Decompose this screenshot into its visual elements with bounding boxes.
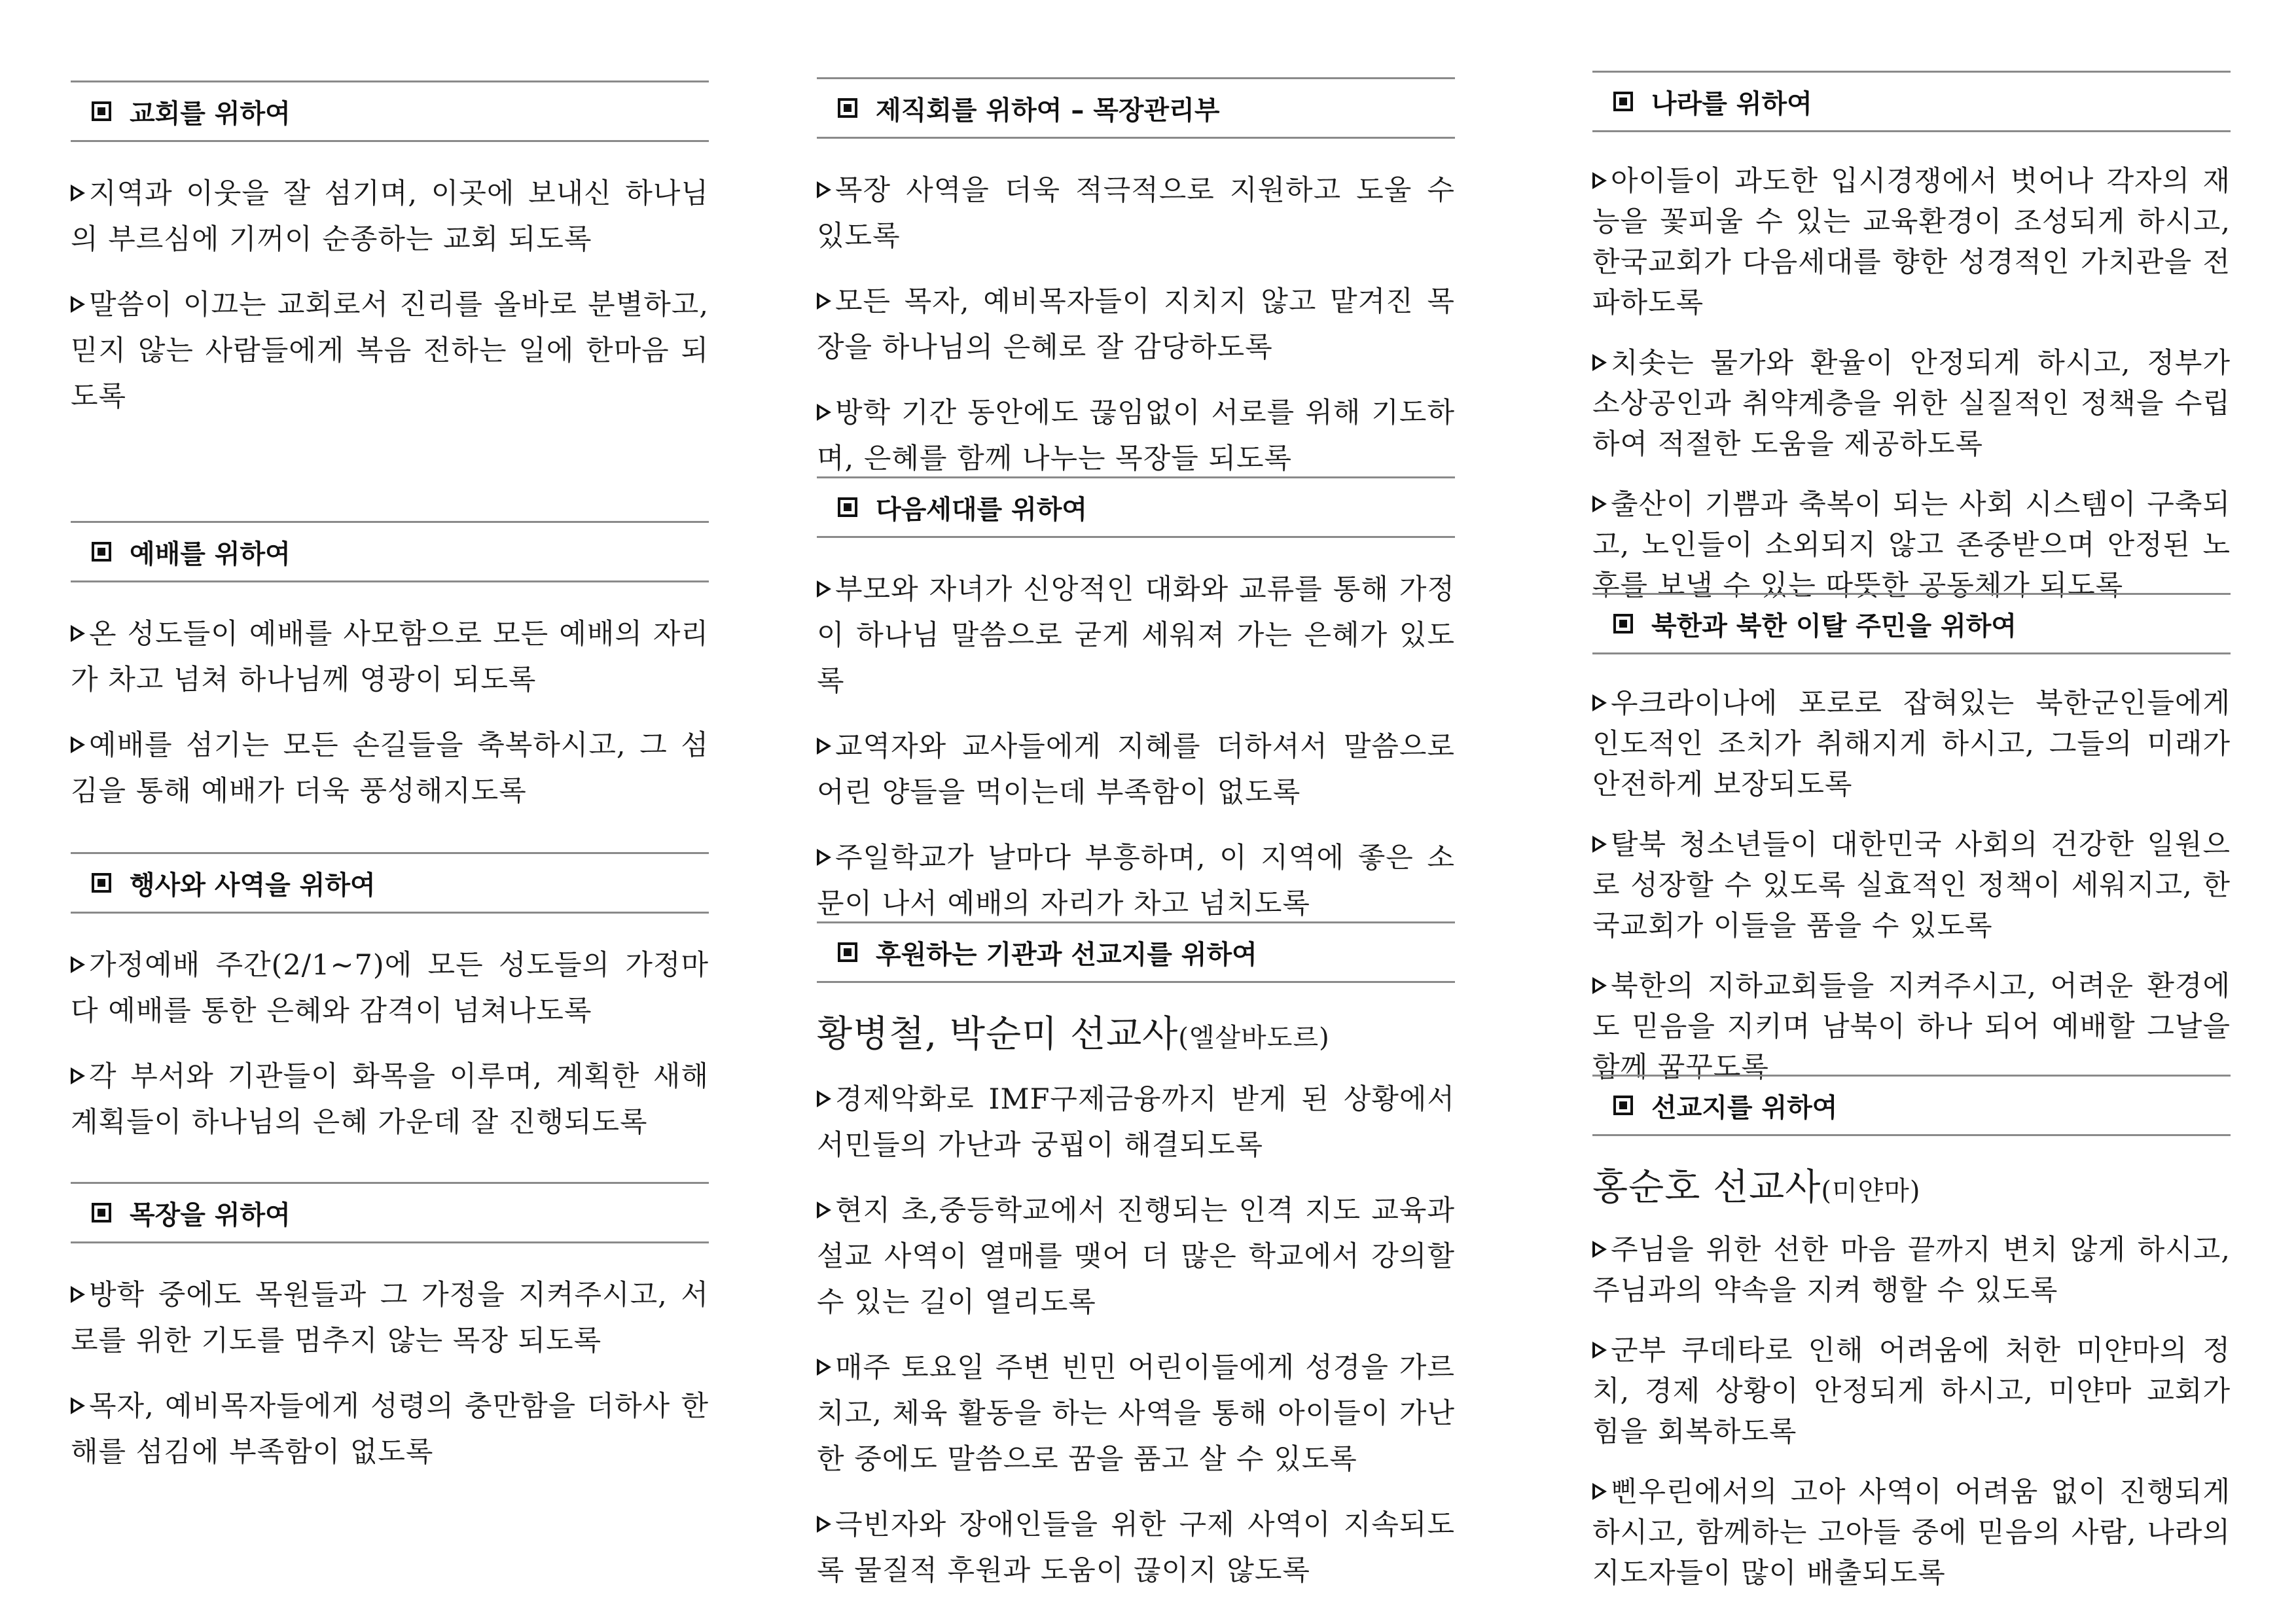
section-title: 목장을 위하여 xyxy=(130,1200,291,1230)
section-title: 선교지를 위하여 xyxy=(1651,1092,1838,1123)
missionary-name: 홍순호 선교사(미얀마) xyxy=(1592,1166,1921,1209)
triangle-bullet-icon xyxy=(1592,172,1607,189)
triangle-bullet-icon xyxy=(817,404,831,421)
triangle-bullet-icon xyxy=(1592,495,1607,512)
triangle-bullet-icon xyxy=(1592,694,1607,711)
section-mission-field xyxy=(1592,1075,2231,1613)
prayer-item: 매주 토요일 주변 빈민 어린이들에게 성경을 가르치고, 체육 활동을 하는 사역을 통해 아이들이 가난한 중에도 말씀으로 꿈을 품고 살 수 있도록 xyxy=(817,1351,1455,1476)
square-bullet-icon xyxy=(1613,92,1633,111)
prayer-item: 주님을 위한 선한 마음 끝까지 변치 않게 하시고, 주님과의 약속을 지켜 행할 수 있도록 xyxy=(1592,1234,2231,1307)
triangle-bullet-icon xyxy=(817,181,831,198)
triangle-bullet-icon xyxy=(1592,977,1607,994)
prayer-item: 지역과 이웃을 잘 섬기며, 이곳에 보내신 하나님의 부르심에 기꺼이 순종하는 교회 되도록 xyxy=(71,177,709,256)
missionary-place: (엘살바도르) xyxy=(1178,1023,1330,1053)
triangle-bullet-icon xyxy=(71,185,85,202)
square-bullet-icon xyxy=(92,873,111,893)
section-heading xyxy=(71,852,709,914)
missionary-place: (미얀마) xyxy=(1821,1176,1921,1206)
triangle-bullet-icon xyxy=(1592,354,1607,371)
triangle-bullet-icon xyxy=(71,956,85,973)
prayer-item: 출산이 기쁨과 축복이 되는 사회 시스템이 구축되고, 노인들이 소외되지 않고 존중받으며 안정된 노후를 보낼 수 있는 따뜻한 공동체가 되도록 xyxy=(1592,488,2231,602)
square-bullet-icon xyxy=(838,942,857,962)
prayer-item: 극빈자와 장애인들을 위한 구제 사역이 지속되도록 물질적 후원과 도움이 끊이지 않도록 xyxy=(817,1508,1455,1587)
prayer-item: 목장 사역을 더욱 적극적으로 지원하고 도울 수 있도록 xyxy=(817,174,1455,253)
section-missions-supported xyxy=(817,921,1455,1613)
section-title: 교회를 위하여 xyxy=(130,98,291,129)
prayer-list xyxy=(1592,683,2231,1088)
triangle-bullet-icon xyxy=(1592,1483,1607,1500)
section-title: 행사와 사역을 위하여 xyxy=(130,870,376,901)
section-heading xyxy=(817,476,1455,538)
section-heading xyxy=(817,921,1455,983)
prayer-item: 온 성도들이 예배를 사모함으로 모든 예배의 자리가 차고 넘쳐 하나님께 영광이 되도록 xyxy=(71,618,709,696)
triangle-bullet-icon xyxy=(817,1359,831,1376)
triangle-bullet-icon xyxy=(817,849,831,866)
section-cell-group xyxy=(71,1182,709,1495)
prayer-item: 각 부서와 기관들이 화목을 이루며, 계획한 새해 계획들이 하나님의 은혜 가운데 잘 진행되도록 xyxy=(71,1060,709,1139)
square-bullet-icon xyxy=(92,542,111,562)
section-heading xyxy=(1592,593,2231,654)
prayer-item: 삔우린에서의 고아 사역이 어려움 없이 진행되게 하시고, 함께하는 고아들 중에 믿음의 사람, 나라의 지도자들이 많이 배출되도록 xyxy=(1592,1476,2231,1590)
section-heading xyxy=(1592,71,2231,132)
prayer-item: 치솟는 물가와 환율이 안정되게 하시고, 정부가 소상공인과 취약계층을 위한 실질적인 정책을 수립하여 적절한 도움을 제공하도록 xyxy=(1592,347,2231,461)
prayer-item: 군부 쿠데타로 인해 어려움에 처한 미얀마의 정치, 경제 상황이 안정되게 하시고, 미얀마 교회가 힘을 회복하도록 xyxy=(1592,1334,2231,1448)
prayer-item: 경제악화로 IMF구제금융까지 받게 된 상황에서 서민들의 가난과 궁핍이 해결되도록 xyxy=(817,1083,1455,1162)
prayer-item: 말씀이 이끄는 교회로서 진리를 올바로 분별하고, 믿지 않는 사람들에게 복음 전하는 일에 한마음 되도록 xyxy=(71,289,709,413)
section-events xyxy=(71,852,709,1165)
prayer-list xyxy=(71,611,709,814)
prayer-item: 방학 중에도 목원들과 그 가정을 지켜주시고, 서로를 위한 기도를 멈추지 않는 목장 되도록 xyxy=(71,1279,709,1357)
square-bullet-icon xyxy=(838,98,857,118)
prayer-list xyxy=(71,942,709,1145)
prayer-item: 모든 목자, 예비목자들이 지치지 않고 맡겨진 목장을 하나님의 은혜로 잘 감당하도록 xyxy=(817,285,1455,364)
section-heading xyxy=(71,1182,709,1243)
triangle-bullet-icon xyxy=(1592,836,1607,853)
triangle-bullet-icon xyxy=(817,580,831,597)
section-deacons xyxy=(817,77,1455,501)
square-bullet-icon xyxy=(1613,614,1633,633)
prayer-item: 북한의 지하교회들을 지켜주시고, 어려운 환경에도 믿음을 지키며 남북이 하나 되어 예배할 그날을 함께 꿈꾸도록 xyxy=(1592,970,2231,1084)
triangle-bullet-icon xyxy=(1592,1342,1607,1359)
prayer-item: 현지 초,중등학교에서 진행되는 인격 지도 교육과 설교 사역이 열매를 맺어 더 많은 학교에서 강의할 수 있는 길이 열리도록 xyxy=(817,1194,1455,1319)
triangle-bullet-icon xyxy=(817,293,831,310)
prayer-list xyxy=(1592,1230,2231,1594)
triangle-bullet-icon xyxy=(817,1202,831,1219)
triangle-bullet-icon xyxy=(71,1067,85,1084)
triangle-bullet-icon xyxy=(71,736,85,753)
triangle-bullet-icon xyxy=(1592,1241,1607,1258)
section-church xyxy=(71,80,709,439)
prayer-list xyxy=(817,567,1455,927)
prayer-item: 우크라이나에 포로로 잡혀있는 북한군인들에게 인도적인 조치가 취해지게 하시고, 그들의 미래가 안전하게 보장되도록 xyxy=(1592,687,2231,801)
square-bullet-icon xyxy=(92,101,111,121)
section-next-generation xyxy=(817,476,1455,946)
prayer-list xyxy=(71,1272,709,1475)
section-worship xyxy=(71,521,709,834)
prayer-item: 아이들이 과도한 입시경쟁에서 벗어나 각자의 재능을 꽃피울 수 있는 교육환경이 조성되게 하시고, 한국교회가 다음세대를 향한 성경적인 가치관을 전파하도록 xyxy=(1592,165,2231,319)
prayer-item: 탈북 청소년들이 대한민국 사회의 건강한 일원으로 성장할 수 있도록 실효적인 정책이 세워지고, 한국교회가 이들을 품을 수 있도록 xyxy=(1592,829,2231,942)
prayer-item: 목자, 예비목자들에게 성령의 충만함을 더하사 한해를 섬김에 부족함이 없도록 xyxy=(71,1390,709,1469)
triangle-bullet-icon xyxy=(817,1516,831,1533)
triangle-bullet-icon xyxy=(817,738,831,755)
missionary-name: 황병철, 박순미 선교사(엘살바도르) xyxy=(817,1013,1330,1056)
section-title: 예배를 위하여 xyxy=(130,539,291,569)
section-title: 북한과 북한 이탈 주민을 위하여 xyxy=(1651,611,2017,641)
square-bullet-icon xyxy=(1613,1096,1633,1115)
section-heading xyxy=(817,77,1455,139)
triangle-bullet-icon xyxy=(71,296,85,313)
prayer-list xyxy=(817,1077,1455,1594)
square-bullet-icon xyxy=(92,1203,111,1222)
section-heading xyxy=(71,80,709,142)
square-bullet-icon xyxy=(838,497,857,517)
triangle-bullet-icon xyxy=(71,1286,85,1303)
prayer-item: 예배를 섬기는 모든 손길들을 축복하시고, 그 섬김을 통해 예배가 더욱 풍성해지도록 xyxy=(71,729,709,808)
section-title: 나라를 위하여 xyxy=(1651,88,1812,119)
section-heading xyxy=(1592,1075,2231,1136)
prayer-item: 가정예배 주간(2/1~7)에 모든 성도들의 가정마다 예배를 통한 은혜와 감격이 넘쳐나도록 xyxy=(71,949,709,1027)
section-title: 다음세대를 위하여 xyxy=(876,494,1088,525)
prayer-list xyxy=(817,168,1455,482)
prayer-item: 방학 기간 동안에도 끊임없이 서로를 위해 기도하며, 은혜를 함께 나누는 목장들 되도록 xyxy=(817,397,1455,475)
section-heading xyxy=(71,521,709,582)
section-title: 제직회를 위하여 – 목장관리부 xyxy=(876,95,1220,126)
prayer-item: 주일학교가 날마다 부흥하며, 이 지역에 좋은 소문이 나서 예배의 자리가 차고 넘치도록 xyxy=(817,842,1455,920)
prayer-item: 부모와 자녀가 신앙적인 대화와 교류를 통해 가정이 하나님 말씀으로 굳게 세워져 가는 은혜가 있도록 xyxy=(817,573,1455,698)
triangle-bullet-icon xyxy=(71,625,85,642)
triangle-bullet-icon xyxy=(817,1090,831,1107)
section-north-korea xyxy=(1592,593,2231,1107)
section-title: 후원하는 기관과 선교지를 위하여 xyxy=(876,939,1257,970)
prayer-list xyxy=(1592,161,2231,606)
section-nation xyxy=(1592,71,2231,626)
triangle-bullet-icon xyxy=(71,1397,85,1414)
prayer-item: 교역자와 교사들에게 지혜를 더하셔서 말씀으로 어린 양들을 먹이는데 부족함이 없도록 xyxy=(817,730,1455,809)
prayer-list xyxy=(71,171,709,419)
